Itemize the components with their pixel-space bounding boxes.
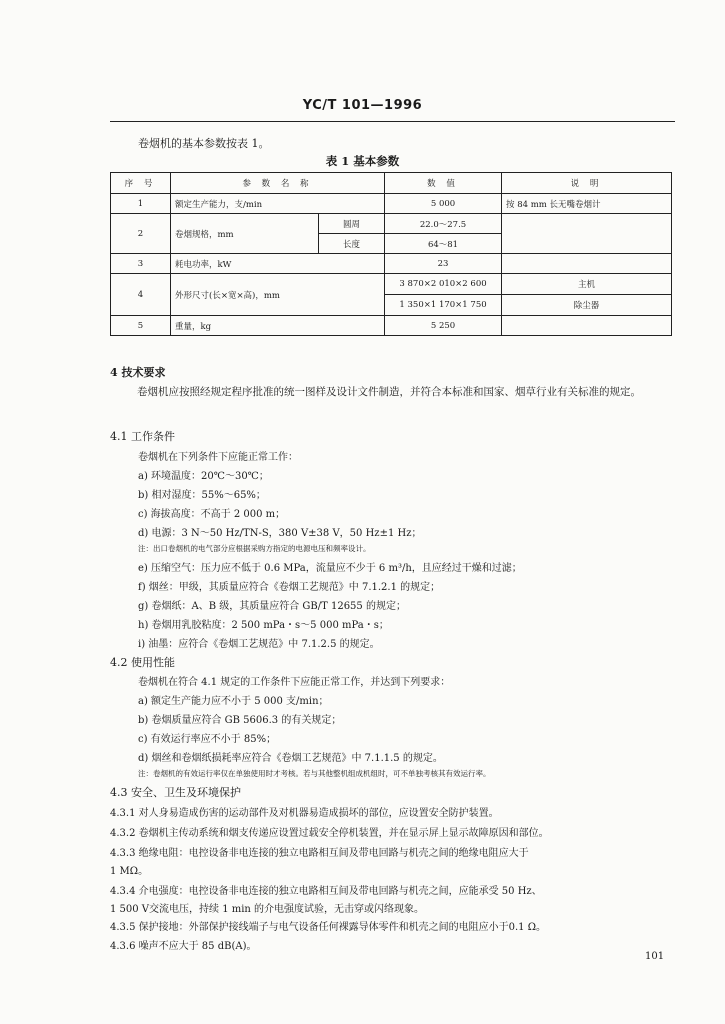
section-4-title: 4 技术要求	[110, 366, 166, 379]
header-value: 数 值	[385, 173, 502, 194]
param-value: 23	[385, 254, 502, 274]
list-item: b) 卷烟质量应符合 GB 5606.3 的有关规定；	[138, 715, 342, 726]
page-number: 101	[645, 951, 665, 962]
standard-code-header: YC/T 101—1996	[302, 98, 423, 113]
basic-parameters-table	[110, 172, 672, 336]
param-value: 5 000	[385, 194, 502, 214]
clause-4-3-2: 4.3.2 卷烟机主传动系统和烟支传递应设置过载安全停机装置，并在显示屏上显示故障原因和部位。	[110, 828, 549, 839]
clause-4-3-4-cont: 1 500 V交流电压，持续 1 min 的介电强度试验，无击穿或闪络现象。	[110, 904, 425, 915]
intro-text: 卷烟机的基本参数按表 1。	[138, 137, 270, 150]
list-item: i) 油墨：应符合《卷烟工艺规范》中 7.1.2.5 的规定。	[138, 639, 380, 650]
table-row	[111, 316, 672, 336]
list-item: d) 电源：3 N～50 Hz/TN-S，380 V±38 V，50 Hz±1 Hz；	[138, 528, 422, 539]
param-value: 3 870×2 010×2 600	[385, 274, 502, 295]
section-4-2-lead: 卷烟机在符合 4.1 规定的工作条件下应能正常工作，并达到下列要求：	[138, 677, 451, 688]
row-number: 4	[111, 274, 171, 316]
param-remark: 除尘器	[502, 295, 672, 316]
clause-4-3-5: 4.3.5 保护接地：外部保护接线端子与电气设备任何裸露导体零件和机壳之间的电阻应小于0.1 Ω。	[110, 922, 546, 933]
list-item: f) 烟丝：甲级，其质量应符合《卷烟工艺规范》中 7.1.2.1 的规定；	[138, 582, 441, 593]
param-remark-empty	[502, 316, 672, 336]
param-remark-empty	[502, 254, 672, 274]
header-no: 序 号	[111, 173, 171, 194]
section-4-1-note: 注：出口卷烟机的电气部分应根据采购方指定的电源电压和频率设计。	[138, 544, 371, 553]
list-item: b) 相对湿度：55%～65%；	[138, 490, 266, 501]
section-4-2-title: 4.2 使用性能	[110, 656, 175, 669]
list-item: e) 压缩空气：压力应不低于 0.6 MPa，流量应不少于 6 m³/h，且应经过干燥和过滤；	[138, 563, 522, 574]
section-4-paragraph: 卷烟机应按照经规定程序批准的统一图样及设计文件制造，并符合本标准和国家、烟草行业有关标准的规定。	[137, 386, 641, 398]
table-row	[111, 254, 672, 274]
header-divider	[110, 121, 675, 122]
param-remark-empty	[502, 214, 672, 254]
param-name: 额定生产能力，支/min	[171, 194, 385, 214]
row-number: 2	[111, 214, 171, 254]
header-remark: 说 明	[502, 173, 672, 194]
list-item: a) 环境温度：20℃～30℃；	[138, 471, 269, 482]
param-name: 耗电功率，kW	[171, 254, 385, 274]
table-header-row	[111, 173, 672, 194]
param-remark: 按 84 mm 长无嘴卷烟计	[502, 194, 672, 214]
list-item: d) 烟丝和卷烟纸损耗率应符合《卷烟工艺规范》中 7.1.1.5 的规定。	[138, 753, 443, 764]
table-row	[111, 274, 672, 295]
clause-4-3-3-cont: 1 MΩ。	[110, 866, 149, 877]
section-4-3-title: 4.3 安全、卫生及环境保护	[110, 786, 241, 799]
param-name: 外形尺寸(长×宽×高)，mm	[171, 274, 385, 316]
list-item: h) 卷烟用乳胶粘度：2 500 mPa・s～5 000 mPa・s；	[138, 620, 389, 631]
table-row	[111, 214, 672, 234]
section-4-2-note: 注：卷烟机的有效运行率仅在单独使用时才考核。若与其他整机组成机组时，可不单独考核其有效运行率。	[138, 769, 491, 778]
list-item: c) 海拔高度：不高于 2 000 m；	[138, 509, 286, 520]
list-item: a) 额定生产能力应不小于 5 000 支/min；	[138, 696, 329, 707]
param-value: 1 350×1 170×1 750	[385, 295, 502, 316]
param-value: 5 250	[385, 316, 502, 336]
table-title: 表 1 基本参数	[325, 154, 400, 168]
list-item: c) 有效运行率应不小于 85%；	[138, 734, 277, 745]
row-number: 5	[111, 316, 171, 336]
param-remark: 主机	[502, 274, 672, 295]
list-item: g) 卷烟纸：A、B 级，其质量应符合 GB/T 12655 的规定；	[138, 601, 406, 612]
clause-4-3-3: 4.3.3 绝缘电阻：电控设备非电连接的独立电路相互间及带电回路与机壳之间的绝缘电阻应大于	[110, 848, 529, 859]
clause-4-3-1: 4.3.1 对人身易造成伤害的运动部件及对机器易造成损坏的部位，应设置安全防护装置。	[110, 808, 499, 819]
param-name: 卷烟规格，mm	[171, 214, 319, 254]
section-4-1-title: 4.1 工作条件	[110, 430, 175, 443]
section-4-1-lead: 卷烟机在下列条件下应能正常工作：	[138, 452, 298, 463]
row-number: 3	[111, 254, 171, 274]
header-name: 参 数 名 称	[171, 173, 385, 194]
sub-param-name: 圆周	[319, 214, 385, 234]
param-value: 64～81	[385, 234, 502, 254]
param-name: 重量，kg	[171, 316, 385, 336]
clause-4-3-4: 4.3.4 介电强度：电控设备非电连接的独立电路相互间及带电回路与机壳之间，应能承受 50 Hz、	[110, 886, 542, 897]
param-value: 22.0～27.5	[385, 214, 502, 234]
sub-param-name: 长度	[319, 234, 385, 254]
row-number: 1	[111, 194, 171, 214]
clause-4-3-6: 4.3.6 噪声不应大于 85 dB(A)。	[110, 941, 257, 952]
table-row	[111, 194, 672, 214]
